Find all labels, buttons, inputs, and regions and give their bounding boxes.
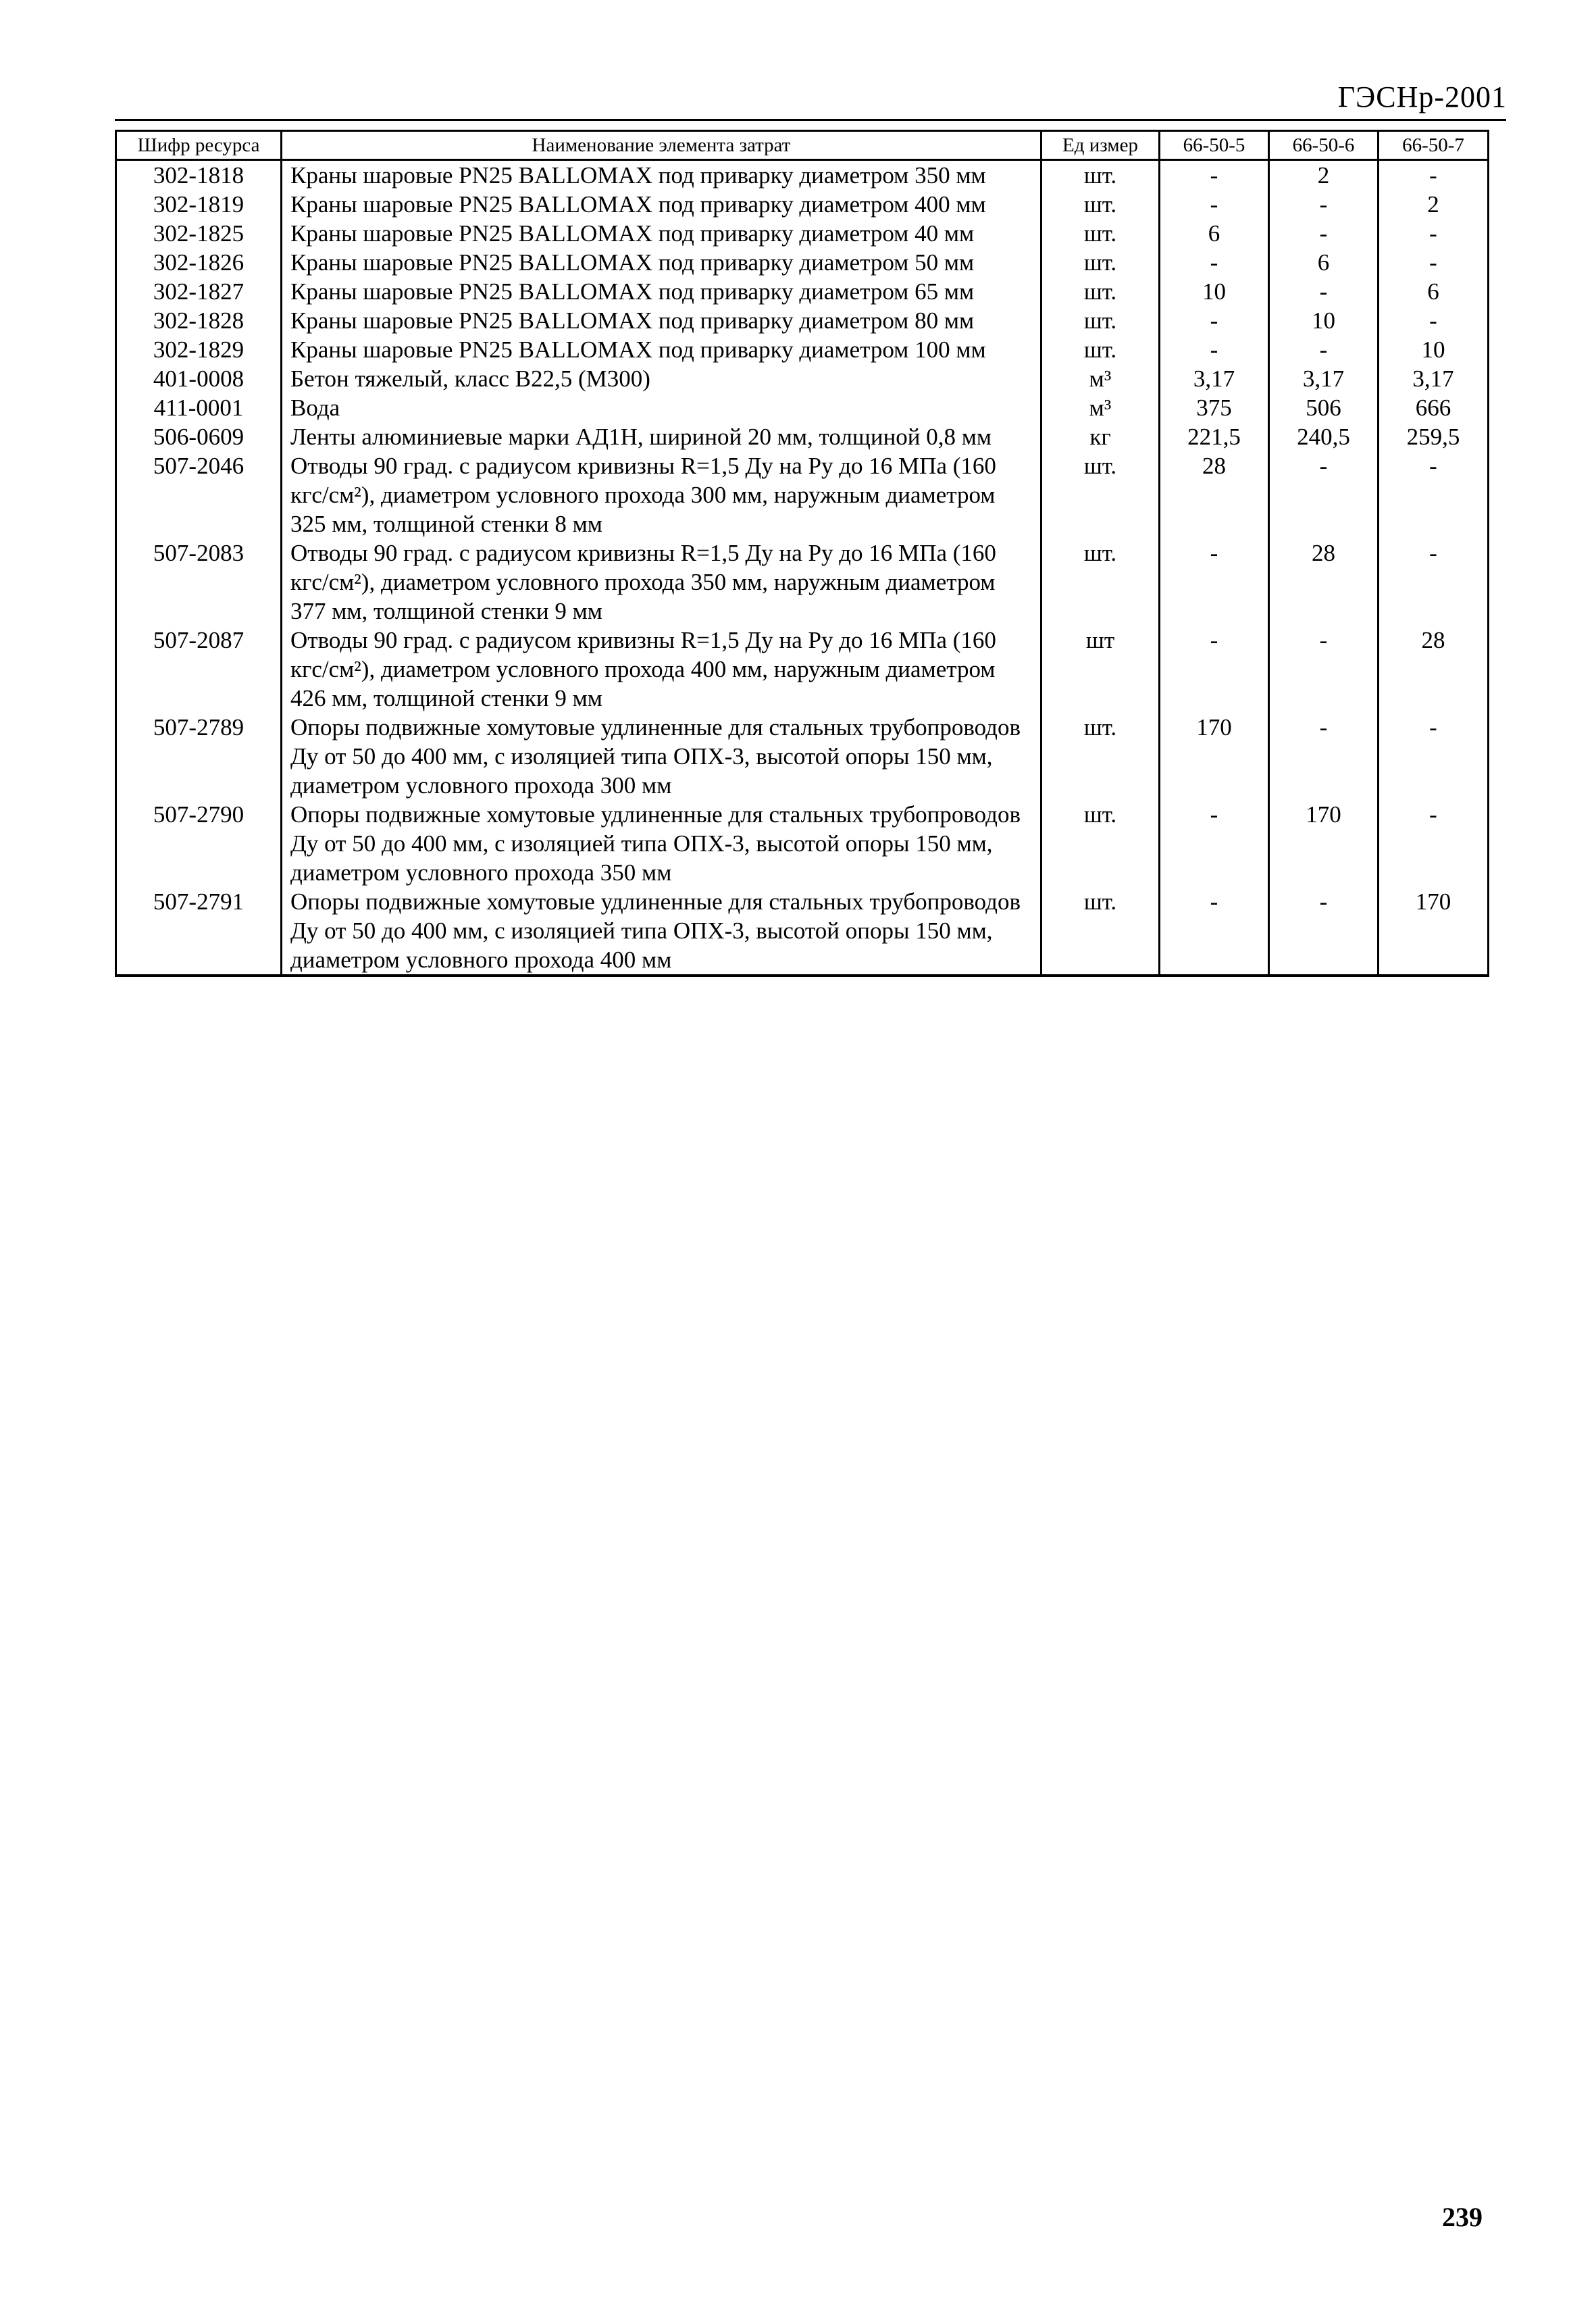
cell-66-50-7: 10 (1379, 335, 1489, 364)
cell-name: Краны шаровые PN25 BALLOMAX под приварку диаметром 40 мм (282, 219, 1041, 248)
cell-66-50-6: - (1269, 335, 1379, 364)
cell-66-50-6: 10 (1269, 306, 1379, 335)
page-number: 239 (1442, 2202, 1483, 2232)
cell-unit: кг (1041, 422, 1160, 451)
cell-code: 302-1819 (116, 190, 282, 219)
column-header-code: Шифр ресурса (116, 131, 282, 160)
cell-unit: шт. (1041, 190, 1160, 219)
cell-66-50-5: 3,17 (1160, 364, 1269, 393)
cell-code: 302-1826 (116, 248, 282, 277)
cell-66-50-7: - (1379, 713, 1489, 800)
cell-name: Краны шаровые PN25 BALLOMAX под приварку диаметром 100 мм (282, 335, 1041, 364)
cell-unit: м³ (1041, 393, 1160, 422)
column-header-unit: Ед измер (1041, 131, 1160, 160)
table-row (116, 626, 1489, 713)
cell-66-50-7: - (1379, 160, 1489, 191)
cell-name: Краны шаровые PN25 BALLOMAX под приварку диаметром 350 мм (282, 160, 1041, 191)
cell-name: Краны шаровые PN25 BALLOMAX под приварку диаметром 65 мм (282, 277, 1041, 306)
cell-name: Краны шаровые PN25 BALLOMAX под приварку диаметром 400 мм (282, 190, 1041, 219)
cell-unit: шт (1041, 626, 1160, 713)
cell-unit: м³ (1041, 364, 1160, 393)
cell-66-50-5: - (1160, 335, 1269, 364)
cell-name: Краны шаровые PN25 BALLOMAX под приварку диаметром 50 мм (282, 248, 1041, 277)
cell-66-50-7: - (1379, 451, 1489, 538)
cell-66-50-6: 170 (1269, 800, 1379, 887)
cell-66-50-5: 28 (1160, 451, 1269, 538)
cell-66-50-5: 170 (1160, 713, 1269, 800)
cell-66-50-6: - (1269, 277, 1379, 306)
table-row (116, 248, 1489, 277)
cell-66-50-6: - (1269, 626, 1379, 713)
cell-66-50-7: 28 (1379, 626, 1489, 713)
cell-66-50-6: - (1269, 190, 1379, 219)
cell-code: 507-2087 (116, 626, 282, 713)
cell-66-50-5: - (1160, 190, 1269, 219)
cell-name: Ленты алюминиевые марки АД1Н, шириной 20 мм, толщиной 0,8 мм (282, 422, 1041, 451)
cell-code: 401-0008 (116, 364, 282, 393)
table-row (116, 422, 1489, 451)
cell-66-50-7: - (1379, 248, 1489, 277)
table-row (116, 364, 1489, 393)
header-rule (115, 119, 1506, 121)
column-header-66-50-5: 66-50-5 (1160, 131, 1269, 160)
cell-unit: шт. (1041, 713, 1160, 800)
cell-name: Отводы 90 град. с радиусом кривизны R=1,5 Ду на Ру до 16 МПа (160 кгс/см²), диаметром условного прохода 350 мм, наружным диаметром 377 мм, толщиной стенки 9 мм (282, 538, 1041, 626)
table-row (116, 335, 1489, 364)
cell-66-50-5: 6 (1160, 219, 1269, 248)
cell-code: 302-1829 (116, 335, 282, 364)
document-code: ГЭСНр-2001 (1337, 80, 1507, 114)
cell-name: Вода (282, 393, 1041, 422)
cell-unit: шт. (1041, 306, 1160, 335)
cell-66-50-7: 2 (1379, 190, 1489, 219)
cell-code: 411-0001 (116, 393, 282, 422)
cell-66-50-6: 240,5 (1269, 422, 1379, 451)
table-row (116, 887, 1489, 976)
cell-code: 302-1828 (116, 306, 282, 335)
cell-unit: шт. (1041, 451, 1160, 538)
cell-66-50-7: - (1379, 800, 1489, 887)
cell-unit: шт. (1041, 219, 1160, 248)
table-row (116, 190, 1489, 219)
cell-66-50-6: 28 (1269, 538, 1379, 626)
column-header-66-50-7: 66-50-7 (1379, 131, 1489, 160)
cell-66-50-7: 3,17 (1379, 364, 1489, 393)
cell-66-50-6: - (1269, 887, 1379, 976)
cell-unit: шт. (1041, 800, 1160, 887)
cell-66-50-7: - (1379, 538, 1489, 626)
cell-code: 507-2083 (116, 538, 282, 626)
cell-code: 302-1825 (116, 219, 282, 248)
cell-code: 302-1827 (116, 277, 282, 306)
cell-unit: шт. (1041, 160, 1160, 191)
cell-66-50-6: - (1269, 713, 1379, 800)
cell-name: Отводы 90 град. с радиусом кривизны R=1,5 Ду на Ру до 16 МПа (160 кгс/см²), диаметром условного прохода 400 мм, наружным диаметром 426 мм, толщиной стенки 9 мм (282, 626, 1041, 713)
table-row (116, 451, 1489, 538)
cell-66-50-5: - (1160, 800, 1269, 887)
cell-code: 302-1818 (116, 160, 282, 191)
cell-66-50-6: - (1269, 451, 1379, 538)
table-row (116, 713, 1489, 800)
cell-66-50-5: - (1160, 306, 1269, 335)
cell-66-50-6: 2 (1269, 160, 1379, 191)
cell-name: Краны шаровые PN25 BALLOMAX под приварку диаметром 80 мм (282, 306, 1041, 335)
cell-66-50-5: 221,5 (1160, 422, 1269, 451)
table-row (116, 219, 1489, 248)
cell-66-50-7: 259,5 (1379, 422, 1489, 451)
column-header-name: Наименование элемента затрат (282, 131, 1041, 160)
table-row (116, 277, 1489, 306)
table-row (116, 160, 1489, 191)
table-row (116, 306, 1489, 335)
cell-unit: шт. (1041, 538, 1160, 626)
cell-name: Опоры подвижные хомутовые удлиненные для стальных трубопроводов Ду от 50 до 400 мм, с изоляцией типа ОПХ-3, высотой опоры 150 мм, диаметром условного прохода 400 мм (282, 887, 1041, 976)
cell-unit: шт. (1041, 248, 1160, 277)
cell-unit: шт. (1041, 887, 1160, 976)
cell-66-50-6: 6 (1269, 248, 1379, 277)
cell-66-50-7: 666 (1379, 393, 1489, 422)
cell-name: Опоры подвижные хомутовые удлиненные для стальных трубопроводов Ду от 50 до 400 мм, с изоляцией типа ОПХ-3, высотой опоры 150 мм, диаметром условного прохода 350 мм (282, 800, 1041, 887)
cell-66-50-6: - (1269, 219, 1379, 248)
column-header-66-50-6: 66-50-6 (1269, 131, 1379, 160)
cell-code: 507-2789 (116, 713, 282, 800)
table-header-row (116, 131, 1489, 160)
table-row (116, 800, 1489, 887)
cell-66-50-7: 170 (1379, 887, 1489, 976)
table-row (116, 538, 1489, 626)
cell-66-50-6: 506 (1269, 393, 1379, 422)
cell-name: Отводы 90 град. с радиусом кривизны R=1,5 Ду на Ру до 16 МПа (160 кгс/см²), диаметром условного прохода 300 мм, наружным диаметром 325 мм, толщиной стенки 8 мм (282, 451, 1041, 538)
cell-66-50-7: - (1379, 306, 1489, 335)
cell-66-50-5: 10 (1160, 277, 1269, 306)
resource-table (115, 130, 1489, 977)
cell-code: 507-2790 (116, 800, 282, 887)
cell-code: 506-0609 (116, 422, 282, 451)
cell-66-50-5: - (1160, 538, 1269, 626)
cell-code: 507-2791 (116, 887, 282, 976)
cell-name: Бетон тяжелый, класс В22,5 (М300) (282, 364, 1041, 393)
cell-66-50-7: - (1379, 219, 1489, 248)
cell-66-50-5: - (1160, 160, 1269, 191)
cell-name: Опоры подвижные хомутовые удлиненные для стальных трубопроводов Ду от 50 до 400 мм, с изоляцией типа ОПХ-3, высотой опоры 150 мм, диаметром условного прохода 300 мм (282, 713, 1041, 800)
cell-66-50-5: - (1160, 887, 1269, 976)
cell-unit: шт. (1041, 277, 1160, 306)
cell-66-50-5: 375 (1160, 393, 1269, 422)
cell-66-50-7: 6 (1379, 277, 1489, 306)
cell-unit: шт. (1041, 335, 1160, 364)
cell-66-50-6: 3,17 (1269, 364, 1379, 393)
cell-66-50-5: - (1160, 248, 1269, 277)
cell-code: 507-2046 (116, 451, 282, 538)
cell-66-50-5: - (1160, 626, 1269, 713)
table-row (116, 393, 1489, 422)
